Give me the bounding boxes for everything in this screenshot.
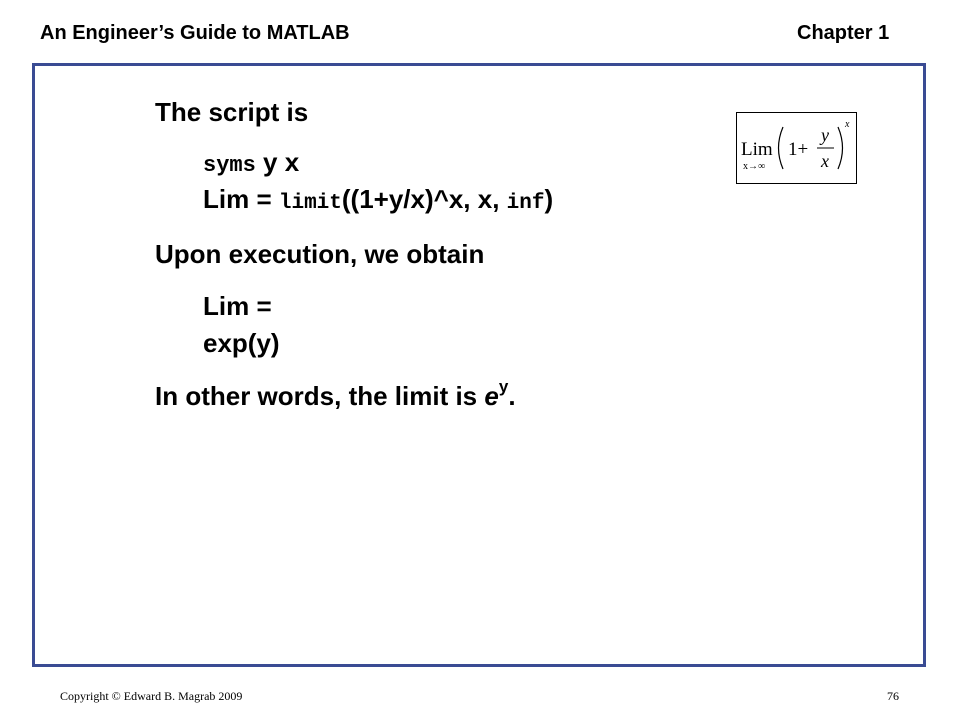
book-title: An Engineer’s Guide to MATLAB bbox=[40, 22, 350, 44]
formula-denominator: x bbox=[821, 151, 829, 171]
limit-formula-box bbox=[736, 112, 857, 184]
code-lhs: Lim = bbox=[203, 184, 279, 214]
chapter-label: Chapter 1 bbox=[797, 22, 890, 44]
result-intro: Upon execution, we obtain bbox=[155, 239, 485, 269]
formula-operator: Lim bbox=[741, 139, 773, 160]
conclusion-period: . bbox=[508, 381, 516, 411]
formula-numerator: y bbox=[821, 125, 829, 145]
script-intro: The script is bbox=[155, 97, 309, 127]
formula-right-paren bbox=[838, 127, 843, 169]
output-line-2: exp(y) bbox=[203, 328, 280, 358]
code-keyword-syms: syms bbox=[203, 153, 256, 178]
formula-one-plus: 1+ bbox=[788, 139, 809, 160]
output-line-1: Lim = bbox=[203, 291, 272, 321]
code-syms-args: y x bbox=[255, 147, 300, 177]
code-line-syms bbox=[203, 147, 299, 178]
code-expr: ((1+y/x)^x, x, bbox=[341, 184, 507, 214]
code-close: ) bbox=[544, 184, 554, 214]
code-line-limit bbox=[203, 184, 553, 215]
copyright-footer: Copyright © Edward B. Magrab 2009 bbox=[60, 689, 243, 703]
formula-power: x bbox=[845, 119, 850, 130]
conclusion-base: e bbox=[484, 381, 499, 411]
conclusion bbox=[155, 377, 516, 412]
code-func-limit: limit bbox=[278, 192, 342, 215]
formula-subscript: x→∞ bbox=[743, 161, 766, 172]
code-inf: inf bbox=[506, 192, 545, 215]
page-number: 76 bbox=[887, 689, 899, 703]
formula-left-paren bbox=[779, 127, 784, 169]
conclusion-text: In other words, the limit is bbox=[155, 381, 485, 411]
conclusion-exponent: y bbox=[498, 377, 509, 396]
